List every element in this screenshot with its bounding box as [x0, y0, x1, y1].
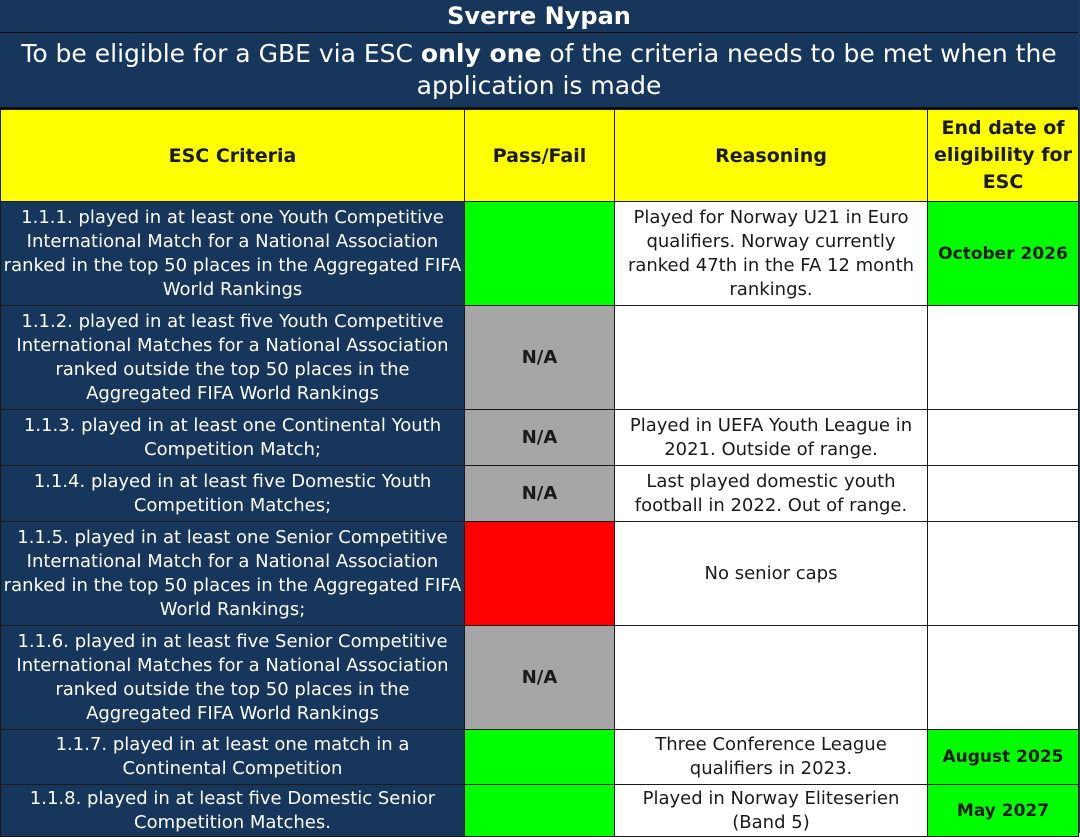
- reasoning-cell: Played in Norway Eliteserien (Band 5): [615, 785, 928, 837]
- end-date-cell: August 2025: [928, 730, 1079, 785]
- pass-fail-cell: [465, 202, 615, 306]
- criteria-cell: 1.1.7. played in at least one match in a Continental Competition: [1, 730, 465, 785]
- reasoning-cell: Played for Norway U21 in Euro qualifiers. Norway currently ranked 47th in the FA 12 month rankings.: [615, 202, 928, 306]
- criteria-cell: 1.1.4. played in at least five Domestic Youth Competition Matches;: [1, 466, 465, 522]
- esc-criteria-table: [0, 109, 1079, 837]
- reasoning-cell: Played in UEFA Youth League in 2021. Outside of range.: [615, 410, 928, 466]
- table-row: [1, 410, 1079, 466]
- reasoning-cell: [615, 626, 928, 730]
- end-date-cell: October 2026: [928, 202, 1079, 306]
- criteria-cell: 1.1.1. played in at least one Youth Competitive International Match for a National Association ranked in the top 50 places in the Aggregated FIFA World Rankings: [1, 202, 465, 306]
- pass-fail-cell: [465, 785, 615, 837]
- criteria-cell: 1.1.2. played in at least five Youth Competitive International Matches for a National Association ranked outside the top 50 places in the Aggregated FIFA World Rankings: [1, 306, 465, 410]
- reasoning-cell: No senior caps: [615, 522, 928, 626]
- end-date-cell: [928, 466, 1079, 522]
- end-date-cell: [928, 626, 1079, 730]
- end-date-cell: May 2027: [928, 785, 1079, 837]
- criteria-cell: 1.1.6. played in at least five Senior Competitive International Matches for a National Association ranked outside the top 50 places in the Aggregated FIFA World Rankings: [1, 626, 465, 730]
- pass-fail-cell: N/A: [465, 306, 615, 410]
- end-date-cell: [928, 306, 1079, 410]
- player-title: Sverre Nypan: [0, 0, 1078, 33]
- table-row: [1, 202, 1079, 306]
- eligibility-note: [0, 33, 1078, 109]
- table-row: [1, 730, 1079, 785]
- reasoning-cell: [615, 306, 928, 410]
- end-date-cell: [928, 410, 1079, 466]
- table-row: [1, 466, 1079, 522]
- criteria-cell: 1.1.8. played in at least five Domestic Senior Competition Matches.: [1, 785, 465, 837]
- header-row: [1, 110, 1079, 202]
- reasoning-cell: Last played domestic youth football in 2022. Out of range.: [615, 466, 928, 522]
- criteria-cell: 1.1.3. played in at least one Continental Youth Competition Match;: [1, 410, 465, 466]
- header-pass-fail: Pass/Fail: [465, 110, 615, 202]
- pass-fail-cell: [465, 730, 615, 785]
- header-end-date: End date of eligibility for ESC: [928, 110, 1079, 202]
- header-criteria: ESC Criteria: [1, 110, 465, 202]
- note-emphasis: only one: [420, 39, 542, 68]
- table-row: [1, 522, 1079, 626]
- header-reasoning: Reasoning: [615, 110, 928, 202]
- pass-fail-cell: N/A: [465, 410, 615, 466]
- table-row: [1, 626, 1079, 730]
- table-row: [1, 306, 1079, 410]
- pass-fail-cell: N/A: [465, 626, 615, 730]
- pass-fail-cell: N/A: [465, 466, 615, 522]
- reasoning-cell: Three Conference League qualifiers in 2023.: [615, 730, 928, 785]
- criteria-cell: 1.1.5. played in at least one Senior Competitive International Match for a National Association ranked in the top 50 places in the Aggregated FIFA World Rankings;: [1, 522, 465, 626]
- end-date-cell: [928, 522, 1079, 626]
- note-text: To be eligible for a GBE via ESC only one of the criteria needs to be met when the application is made: [21, 39, 1057, 100]
- table-row: [1, 785, 1079, 837]
- pass-fail-cell: [465, 522, 615, 626]
